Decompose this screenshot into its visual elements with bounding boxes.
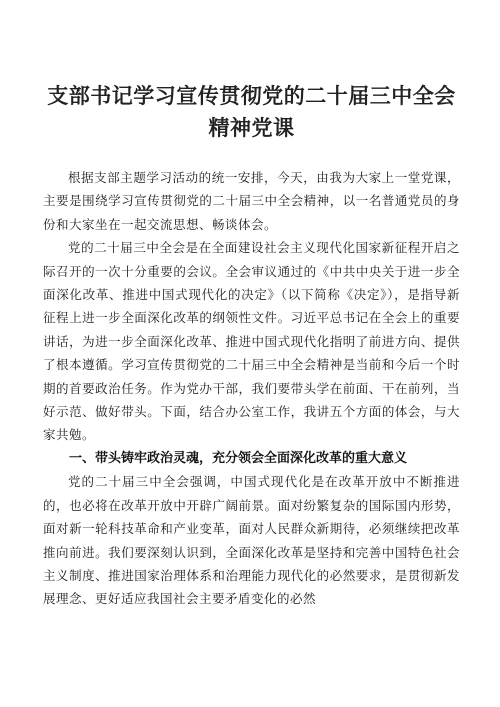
section-heading: 一、带头铸牢政治灵魂，充分领会全面深化改革的重大意义: [69, 450, 408, 466]
intro-paragraph: 根据支部主题学习活动的统一安排，今天，由我为大家上一堂党课，主要是围绕学习宣传贯彻党的二十届三中全会精神，以一名普通党员的身份和大家坐在一起交流思想、畅谈体会。: [43, 170, 460, 232]
section-paragraph: 党的二十届三中全会强调，中国式现代化是在改革开放中不断推进的，也必将在改革开放中开辟广阔前景。面对纷繁复杂的国际国内形势，面对新一轮科技革命和产业变革，面对人民群众新期待，必须继续把改革推向前进。我们要深刻认识到，全面深化改革是坚持和完善中国特色社会主义制度、推进国家治理体系和治理能力现代化的必然要求，是贯彻新发展理念、更好适应我国社会主要矛盾变化的必然: [43, 474, 460, 607]
document-title: 支部书记学习宣传贯彻党的二十届三中全会精神党课: [47, 84, 456, 140]
context-paragraph: 党的二十届三中全会是在全面建设社会主义现代化国家新征程开启之际召开的一次十分重要的会议。全会审议通过的《中共中央关于进一步全面深化改革、推进中国式现代化的决定》（以下简称《决定》），是指导新征程上进一步全面深化改革的纲领性文件。习近平总书记在全会上的重要讲话，为进一步全面深化改革、推进中国式现代化指明了前进方向、提供了根本遵循。学习宣传贯彻党的二十届三中全会精神是当前和今后一个时期的首要政治任务。作为党办干部，我们要带头学在前面、干在前列，当好示范、做好带头。下面，结合办公室工作，我讲五个方面的体会，与大家共勉。: [43, 240, 460, 443]
